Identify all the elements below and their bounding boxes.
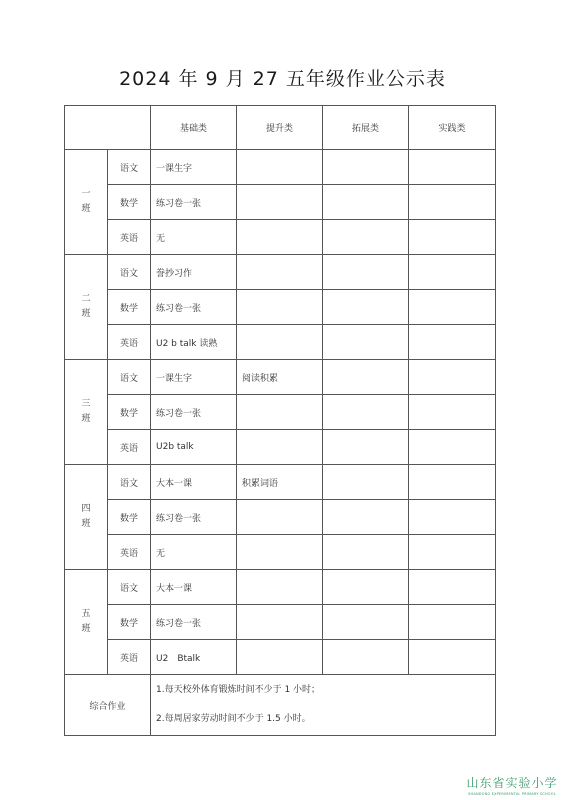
class-name-cell [65, 255, 108, 360]
subject-cell: 数学 [108, 605, 151, 640]
basic-task-cell: 一课生字 [151, 150, 237, 185]
practice-task-cell [409, 430, 496, 465]
improve-task-cell [237, 570, 323, 605]
subject-cell: 语文 [108, 360, 151, 395]
class-name-line: 一 [81, 188, 91, 199]
summary-content-cell [151, 675, 496, 736]
subject-cell: 数学 [108, 395, 151, 430]
extend-task-cell [323, 150, 409, 185]
subject-cell: 数学 [108, 185, 151, 220]
improve-task-cell [237, 255, 323, 290]
basic-task-cell: 无 [151, 535, 237, 570]
class-name-line: 五 [81, 608, 91, 619]
subject-cell: 数学 [108, 290, 151, 325]
header-row [65, 106, 496, 150]
extend-task-cell [323, 360, 409, 395]
practice-task-cell [409, 535, 496, 570]
extend-task-cell [323, 640, 409, 675]
page-title: 2024 年 9 月 27 五年级作业公示表 [119, 68, 446, 90]
summary-row [65, 675, 496, 736]
class-name-line: 班 [81, 519, 91, 529]
logo-english-name: SHANDONG EXPERIMENTAL PRIMARY SCHOOL [468, 792, 556, 796]
extend-task-cell [323, 220, 409, 255]
table-row [65, 535, 496, 570]
subject-cell: 英语 [108, 430, 151, 465]
extend-task-cell [323, 430, 409, 465]
extend-task-cell [323, 465, 409, 500]
basic-task-cell: 誊抄习作 [151, 255, 237, 290]
improve-task-cell [237, 395, 323, 430]
class-name-line: 班 [81, 204, 91, 214]
table-row [65, 605, 496, 640]
class-name-cell [65, 465, 108, 570]
table-row [65, 255, 496, 290]
category-basic-header: 基础类 [151, 106, 237, 150]
basic-task-cell: 一课生字 [151, 360, 237, 395]
practice-task-cell [409, 185, 496, 220]
class-name-line: 班 [81, 309, 91, 319]
practice-task-cell [409, 360, 496, 395]
table-row [65, 570, 496, 605]
subject-cell: 语文 [108, 570, 151, 605]
subject-cell: 英语 [108, 325, 151, 360]
improve-task-cell [237, 185, 323, 220]
table-row [65, 465, 496, 500]
class-name-cell [65, 570, 108, 675]
practice-task-cell [409, 570, 496, 605]
practice-task-cell [409, 220, 496, 255]
extend-task-cell [323, 290, 409, 325]
table-row [65, 220, 496, 255]
summary-line: 2.每周居家劳动时间不少于 1.5 小时。 [156, 714, 311, 724]
practice-task-cell [409, 325, 496, 360]
basic-task-cell: U2 Btalk [151, 640, 237, 675]
table-row [65, 290, 496, 325]
extend-task-cell [323, 570, 409, 605]
category-improve-header: 提升类 [237, 106, 323, 150]
basic-task-cell: 大本一课 [151, 465, 237, 500]
table-row [65, 185, 496, 220]
extend-task-cell [323, 325, 409, 360]
school-logo [462, 774, 562, 796]
class-name-line: 二 [81, 293, 91, 304]
class-name-cell [65, 360, 108, 465]
table-row [65, 500, 496, 535]
subject-cell: 英语 [108, 220, 151, 255]
practice-task-cell [409, 290, 496, 325]
basic-task-cell: U2 b talk 读熟 [151, 325, 237, 360]
subject-cell: 英语 [108, 640, 151, 675]
summary-line: 1.每天校外体育锻炼时间不少于 1 小时； [156, 685, 321, 695]
table-row [65, 360, 496, 395]
subject-cell: 英语 [108, 535, 151, 570]
practice-task-cell [409, 640, 496, 675]
class-name-line: 班 [81, 414, 91, 424]
class-name-line: 班 [81, 624, 91, 634]
extend-task-cell [323, 500, 409, 535]
homework-table [64, 105, 496, 736]
basic-task-cell: 无 [151, 220, 237, 255]
improve-task-cell [237, 220, 323, 255]
improve-task-cell [237, 290, 323, 325]
basic-task-cell: 练习卷一张 [151, 605, 237, 640]
basic-task-cell: 练习卷一张 [151, 290, 237, 325]
basic-task-cell: 练习卷一张 [151, 185, 237, 220]
extend-task-cell [323, 395, 409, 430]
extend-task-cell [323, 605, 409, 640]
basic-task-cell: U2b talk [151, 430, 237, 465]
improve-task-cell [237, 535, 323, 570]
subject-cell: 语文 [108, 465, 151, 500]
subject-cell: 语文 [108, 150, 151, 185]
summary-label-cell: 综合作业 [65, 675, 151, 736]
subject-cell: 语文 [108, 255, 151, 290]
class-name-line: 三 [81, 398, 91, 409]
subject-cell: 数学 [108, 500, 151, 535]
practice-task-cell [409, 395, 496, 430]
improve-task-cell: 积累词语 [237, 465, 323, 500]
practice-task-cell [409, 500, 496, 535]
extend-task-cell [323, 185, 409, 220]
practice-task-cell [409, 465, 496, 500]
table-row [65, 395, 496, 430]
table-row [65, 150, 496, 185]
extend-task-cell [323, 255, 409, 290]
class-name-line: 四 [81, 503, 91, 514]
category-practice-header: 实践类 [409, 106, 496, 150]
improve-task-cell [237, 150, 323, 185]
header-corner-cell [65, 106, 151, 150]
table-row [65, 640, 496, 675]
practice-task-cell [409, 255, 496, 290]
basic-task-cell: 大本一课 [151, 570, 237, 605]
practice-task-cell [409, 605, 496, 640]
improve-task-cell [237, 430, 323, 465]
practice-task-cell [409, 150, 496, 185]
improve-task-cell [237, 640, 323, 675]
improve-task-cell [237, 325, 323, 360]
logo-chinese-name: 山东省实验小学 [466, 776, 558, 790]
table-row [65, 430, 496, 465]
extend-task-cell [323, 535, 409, 570]
table-row [65, 325, 496, 360]
basic-task-cell: 练习卷一张 [151, 395, 237, 430]
class-name-cell [65, 150, 108, 255]
improve-task-cell: 阅读积累 [237, 360, 323, 395]
improve-task-cell [237, 500, 323, 535]
improve-task-cell [237, 605, 323, 640]
basic-task-cell: 练习卷一张 [151, 500, 237, 535]
category-extend-header: 拓展类 [323, 106, 409, 150]
